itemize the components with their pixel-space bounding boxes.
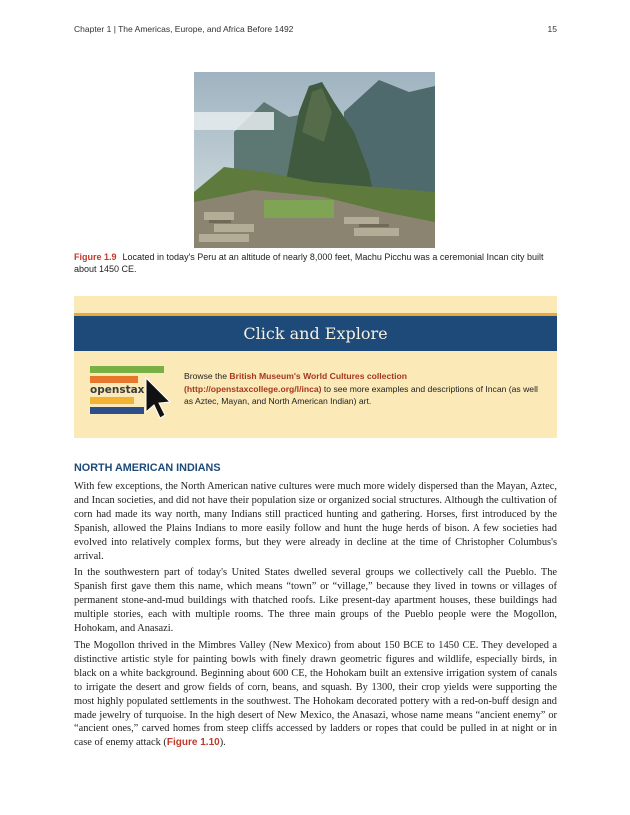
paragraph-2: In the southwestern part of today's United States dwelled several groups we collectively call the Pueblo. The Spanish first gave them this name, which means “town” or “village,” because they lived in towns or villages of permanent stone-and-mud buildings with thatched roofs. Like present-day apartment houses, these buildings had multiple stories, each with multiple rooms. The three main groups of the Pueblo people were the Mogollon, Hohokam, and Anasazi. (74, 567, 557, 635)
paragraph-1: With few exceptions, the North American native cultures were much more widely dispersed than the Mayan, Aztec, and Incan societies, and did not have their population size or organized social structures. Although the cultivation of corn had made its way north, many Indians still practiced hunting and gathering. Horses, first introduced by the Spanish, allowed the Plains Indians to more easily follow and hunt the huge herds of bison. A few societies had evolved into relatively complex forms, but they were already in decline at the time of Christopher Columbus's arrival. (74, 481, 557, 562)
machu-picchu-photo (194, 72, 435, 248)
explore-title: Click and Explore (243, 324, 388, 343)
paragraph-3: The Mogollon thrived in the Mimbres Valley (New Mexico) from about 150 BCE to 1450 CE. They developed a distinctive artistic style for painting bowls with finely drawn geometric figures and wildlife, especially birds, in black on a white background. Beginning about 600 CE, the Hohokam built an extensive irrigation system of canals to irrigate the desert and grow fields of corn, beans, and squash. By 1300, their crop yields were supporting the most highly populated settlements in the southwest. The Hohokam decorated pottery with a red-on-buff design and made jewelry of turquoise. In the high desert of New Mexico, the Anasazi, whose name means “ancient enemy” or “ancient ones,” carved homes from steep cliffs accessed by ladders or ropes that could be pulled in at night or in case of enemy attack (Figure 1.10). (74, 639, 557, 749)
figure-1-10-link[interactable]: Figure 1.10 (166, 737, 220, 749)
section-body (74, 480, 557, 753)
running-header (74, 24, 557, 34)
chapter-title: Chapter 1 | The Americas, Europe, and Africa Before 1492 (74, 24, 294, 34)
figure-label: Figure 1.9 (74, 252, 117, 262)
section-heading: NORTH AMERICAN INDIANS (74, 462, 221, 474)
click-and-explore-box (74, 296, 557, 438)
british-museum-link[interactable]: British Museum's World Cultures collection (http://openstaxcollege.org/l/inca) (184, 371, 407, 394)
figure-caption-text: Located in today's Peru at an altitude of nearly 8,000 feet, Machu Picchu was a ceremonial Incan city built about 1450 CE. (74, 252, 544, 274)
page-number: 15 (547, 24, 557, 34)
openstax-logo-icon (88, 362, 180, 422)
figure-caption (74, 252, 557, 275)
explore-description: Browse the British Museum's World Cultures collection (http://openstaxcollege.org/l/inca) to see more examples and descriptions of Incan (as well as Aztec, Mayan, and North American Indian) art. (184, 371, 538, 406)
logo-wordmark: openstax (90, 384, 145, 396)
explore-title-bar (74, 313, 557, 351)
